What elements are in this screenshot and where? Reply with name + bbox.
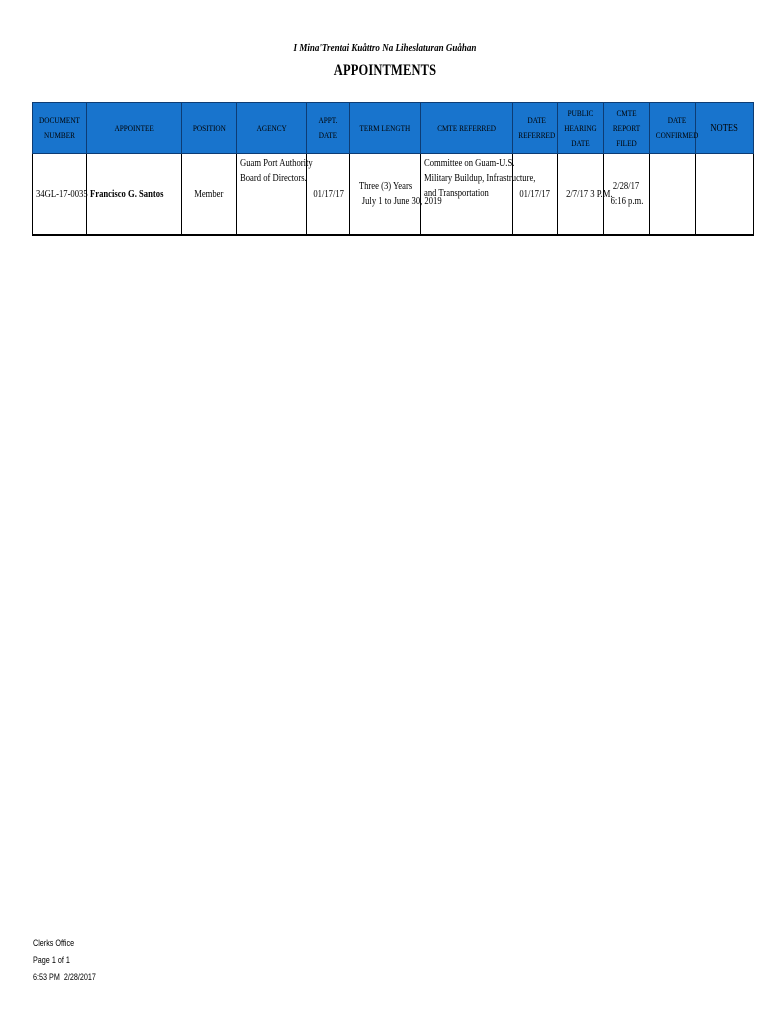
col-header-appt-date: APPT. DATE [307,103,350,154]
col-header-document-number: DOCUMENT NUMBER [33,103,87,154]
col-header-cmte-report-filed: CMTE REPORT FILED [604,103,650,154]
cell-appointee: Francisco G. Santos [87,154,182,236]
footer-office: Clerks Office [33,938,75,948]
cell-cmte-report-filed: 2/28/17 6:16 p.m. [604,154,650,236]
col-header-position: POSITION [182,103,237,154]
col-header-notes: NOTES [696,103,754,154]
footer-page-number: Page 1 of 1 [33,955,70,965]
cell-term-length: Three (3) Years July 1 to June 30, 2019 [350,154,421,236]
cell-appt-date: 01/17/17 [307,154,350,236]
cell-document-number: 34GL-17-0035 [33,154,87,236]
cell-notes [696,154,754,236]
cell-position: Member [182,154,237,236]
col-header-cmte-referred: CMTE REFERRED [421,103,513,154]
cell-cmte-referred: Committee on Guam-U.S. Military Buildup, Infrastructure, and Transportation [421,154,513,236]
cell-date-confirmed [650,154,696,236]
appointments-table [32,102,754,236]
table-header-row [33,103,754,154]
cell-agency: Guam Port Authority Board of Directors. [237,154,307,236]
col-header-term-length: TERM LENGTH [350,103,421,154]
cell-public-hearing-date: 2/7/17 3 P.M. [558,154,604,236]
footer-timestamp: 6:53 PM 2/28/2017 [33,972,96,982]
col-header-date-referred: DATE REFERRED [513,103,558,154]
legislature-subtitle: I Mina'Trentai Kuåttro Na Liheslaturan Guåhan [293,42,477,54]
cell-date-referred: 01/17/17 [513,154,558,236]
page-footer [33,935,96,986]
table-row [33,154,754,236]
col-header-appointee: APPOINTEE [87,103,182,154]
col-header-public-hearing-date: PUBLIC HEARING DATE [558,103,604,154]
col-header-agency: AGENCY [237,103,307,154]
page-title: APPOINTMENTS [333,62,437,79]
col-header-date-confirmed: DATE CONFIRMED [650,103,696,154]
